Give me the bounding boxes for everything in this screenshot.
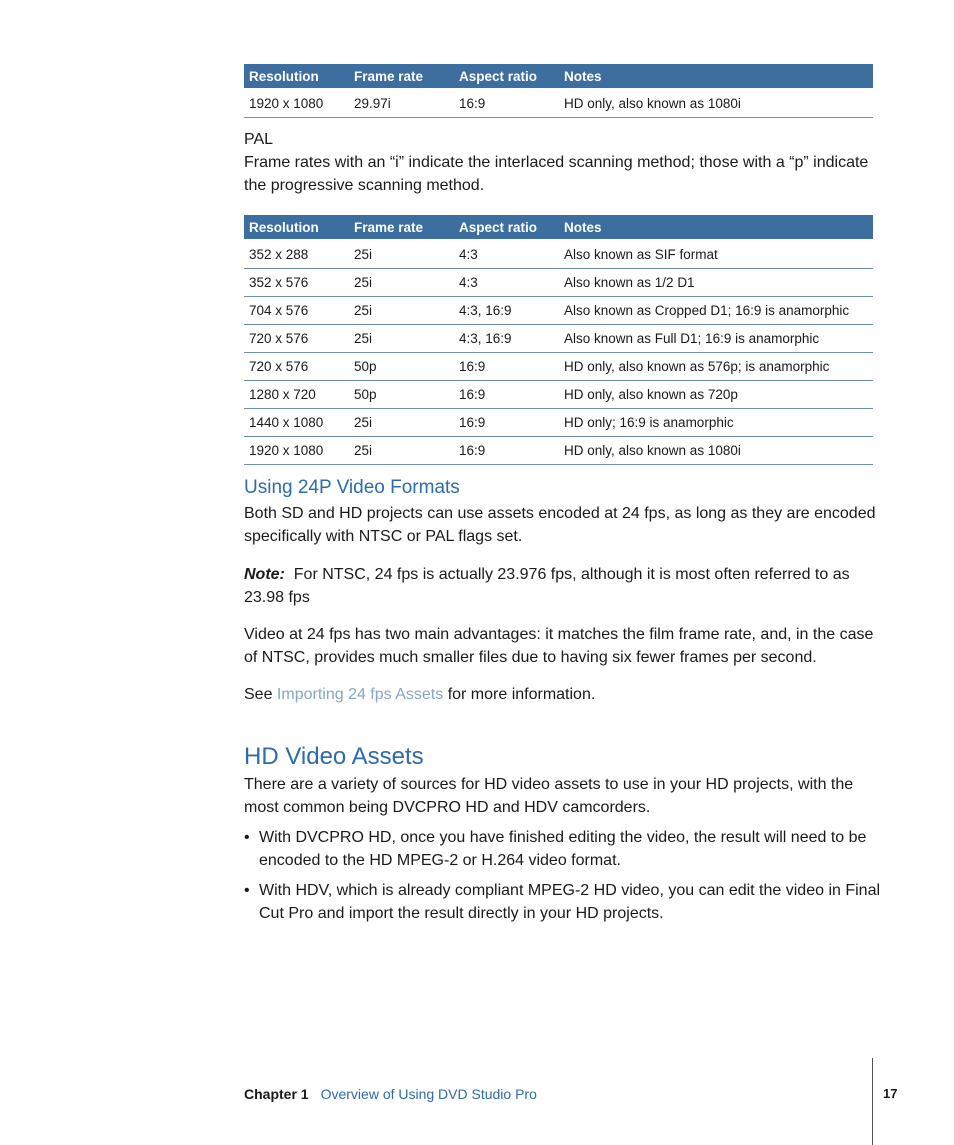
footer-chapter-title[interactable]: Overview of Using DVD Studio Pro <box>320 1086 537 1102</box>
cell-resolution: 1280 x 720 <box>244 381 349 409</box>
para-24p-advantages: Video at 24 fps has two main advantages: it matches the film frame rate, and, in the case of NTSC, provides much smaller files due to having six fewer frames per second. <box>244 626 874 666</box>
table-row <box>244 269 873 297</box>
see-also-paragraph <box>244 683 884 706</box>
note-text: For NTSC, 24 fps is actually 23.976 fps, although it is most often referred to as 23.98 fps <box>244 566 850 606</box>
cell-aspect-ratio: 16:9 <box>454 437 559 465</box>
cell-notes: Also known as 1/2 D1 <box>559 269 873 297</box>
section-heading-24p: Using 24P Video Formats <box>244 477 460 498</box>
note-paragraph <box>244 563 884 609</box>
table-row <box>244 437 873 465</box>
cell-aspect-ratio: 16:9 <box>454 89 559 118</box>
cell-notes: Also known as Cropped D1; 16:9 is anamorphic <box>559 297 873 325</box>
list-item <box>244 879 884 925</box>
table-row <box>244 409 873 437</box>
table-row <box>244 297 873 325</box>
page-number: 17 <box>883 1086 898 1101</box>
section-heading-hd: HD Video Assets <box>244 743 424 770</box>
header-resolution: Resolution <box>244 215 349 240</box>
header-aspect-ratio: Aspect ratio <box>454 215 559 240</box>
cell-resolution: 352 x 288 <box>244 240 349 269</box>
cell-frame-rate: 25i <box>349 409 454 437</box>
cell-aspect-ratio: 16:9 <box>454 353 559 381</box>
header-notes: Notes <box>559 64 873 89</box>
cell-aspect-ratio: 16:9 <box>454 409 559 437</box>
pal-label: PAL <box>244 131 274 148</box>
cell-aspect-ratio: 16:9 <box>454 381 559 409</box>
table-header-row <box>244 215 873 240</box>
table-row <box>244 325 873 353</box>
table-row <box>244 353 873 381</box>
page-footer <box>244 1086 537 1102</box>
footer-chapter: Chapter 1 <box>244 1086 309 1102</box>
table-row <box>244 240 873 269</box>
hd-bullet-list <box>244 826 884 925</box>
cell-aspect-ratio: 4:3 <box>454 240 559 269</box>
see-prefix: See <box>244 686 273 703</box>
importing-24fps-link[interactable]: Importing 24 fps Assets <box>276 686 444 703</box>
cell-notes: HD only, also known as 720p <box>559 381 873 409</box>
cell-resolution: 720 x 576 <box>244 353 349 381</box>
cell-frame-rate: 25i <box>349 297 454 325</box>
pal-description: Frame rates with an “i” indicate the interlaced scanning method; those with a “p” indicate the progressive scanning method. <box>244 154 869 194</box>
cell-frame-rate: 50p <box>349 353 454 381</box>
cell-notes: Also known as SIF format <box>559 240 873 269</box>
header-frame-rate: Frame rate <box>349 215 454 240</box>
bullet-text: With HDV, which is already compliant MPEG-2 HD video, you can edit the video in Final Cut Pro and import the result directly in your HD projects. <box>259 882 881 922</box>
cell-aspect-ratio: 4:3 <box>454 269 559 297</box>
bullet-text: With DVCPRO HD, once you have finished editing the video, the result will need to be encoded to the HD MPEG-2 or H.264 video format. <box>259 829 867 869</box>
cell-aspect-ratio: 4:3, 16:9 <box>454 325 559 353</box>
cell-resolution: 1440 x 1080 <box>244 409 349 437</box>
cell-notes: HD only, also known as 576p; is anamorphic <box>559 353 873 381</box>
table-row <box>244 381 873 409</box>
list-item <box>244 826 884 872</box>
pal-table <box>244 215 873 465</box>
header-frame-rate: Frame rate <box>349 64 454 89</box>
cell-frame-rate: 25i <box>349 269 454 297</box>
cell-frame-rate: 25i <box>349 437 454 465</box>
cell-frame-rate: 25i <box>349 325 454 353</box>
cell-resolution: 720 x 576 <box>244 325 349 353</box>
bullet-icon: • <box>244 882 250 899</box>
para-hd-intro: There are a variety of sources for HD video assets to use in your HD projects, with the most common being DVCPRO HD and HDV camcorders. <box>244 776 854 816</box>
cell-resolution: 1920 x 1080 <box>244 437 349 465</box>
cell-resolution: 1920 x 1080 <box>244 89 349 118</box>
cell-resolution: 704 x 576 <box>244 297 349 325</box>
cell-notes: HD only; 16:9 is anamorphic <box>559 409 873 437</box>
footer-divider <box>872 1058 873 1145</box>
cell-frame-rate: 25i <box>349 240 454 269</box>
cell-resolution: 352 x 576 <box>244 269 349 297</box>
cell-frame-rate: 29.97i <box>349 89 454 118</box>
header-aspect-ratio: Aspect ratio <box>454 64 559 89</box>
bullet-icon: • <box>244 829 250 846</box>
para-24p-intro: Both SD and HD projects can use assets encoded at 24 fps, as long as they are encoded specifically with NTSC or PAL flags set. <box>244 505 876 545</box>
cell-notes: HD only, also known as 1080i <box>559 437 873 465</box>
cell-notes: Also known as Full D1; 16:9 is anamorphic <box>559 325 873 353</box>
table-header-row <box>244 64 873 89</box>
ntsc-table <box>244 64 873 118</box>
see-suffix: for more information. <box>447 686 596 703</box>
cell-notes: HD only, also known as 1080i <box>559 89 873 118</box>
header-resolution: Resolution <box>244 64 349 89</box>
table-row <box>244 89 873 118</box>
header-notes: Notes <box>559 215 873 240</box>
cell-frame-rate: 50p <box>349 381 454 409</box>
note-label: Note: <box>244 566 285 583</box>
cell-aspect-ratio: 4:3, 16:9 <box>454 297 559 325</box>
